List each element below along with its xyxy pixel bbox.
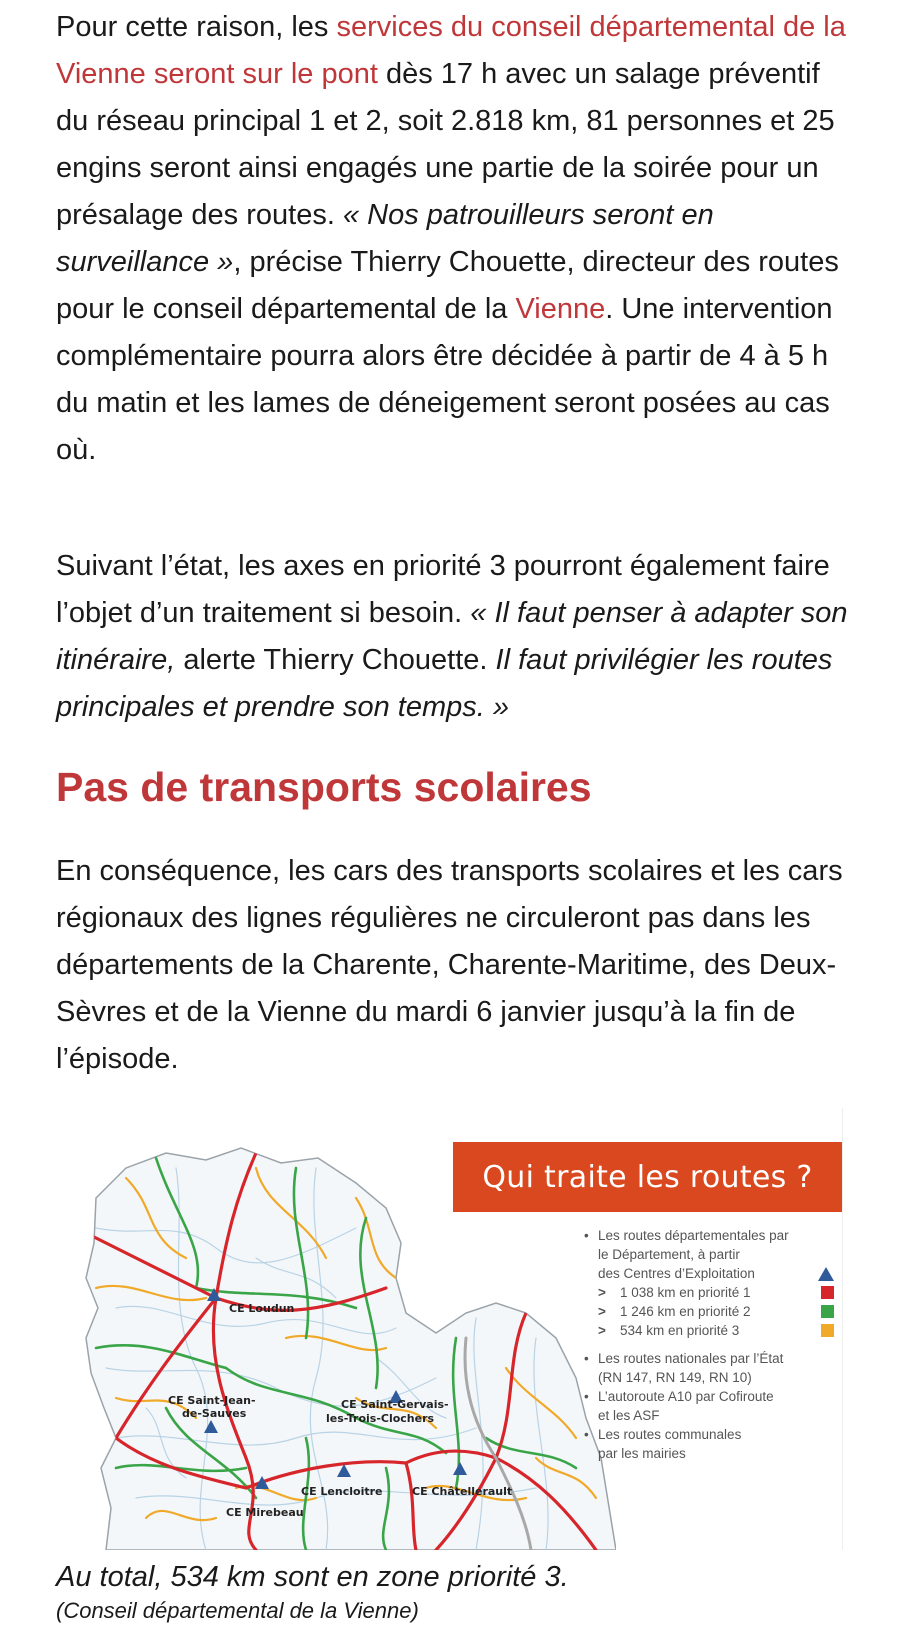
legend-text: • Les routes nationales par l’État	[598, 1351, 784, 1366]
centre-label-sjds-1: CE Saint-Jean-	[168, 1394, 256, 1407]
text-run: alerte Thierry Chouette.	[175, 644, 496, 676]
quote: « Il faut penser à adapter son itinéraire,	[56, 597, 848, 676]
text-run: . Une intervention complémentaire pourra alors être décidée à partir de 4 à 5 h du matin et les lames de déneigement seront posées au cas où.	[56, 293, 833, 466]
section-heading: Pas de transports scolaires	[56, 764, 592, 810]
legend-text: (RN 147, RN 149, RN 10)	[598, 1370, 752, 1385]
legend-priority-3	[584, 1321, 834, 1340]
legend-text: le Département, à partir	[598, 1247, 740, 1262]
priority-3-swatch	[821, 1324, 834, 1337]
quote: « Nos patrouilleurs seront en surveillance »	[56, 199, 714, 278]
centre-label-sgtc-1: CE Saint-Gervais-	[341, 1398, 449, 1411]
legend-centre-row	[598, 1264, 834, 1283]
legend-national-routes	[584, 1349, 834, 1387]
legend-autoroute	[584, 1387, 834, 1425]
paragraph-priorite-3	[56, 543, 856, 731]
centre-label-lencloitre: CE Lencloitre	[301, 1485, 383, 1498]
legend-text: des Centres d’Exploitation	[598, 1266, 755, 1281]
centre-label-chatellerault: CE Châtellerault	[412, 1485, 513, 1498]
priority-2-swatch	[821, 1305, 834, 1318]
paragraph-salage	[56, 4, 856, 474]
text-run: dès 17 h avec un salage préventif du réseau principal 1 et 2, soit 2.818 km, 81 personnes et 25 engins seront ainsi engagés une partie de la soirée pour un présalage des routes.	[56, 58, 835, 231]
legend-text: par les mairies	[598, 1446, 686, 1461]
chevron-right-icon: >	[598, 1304, 606, 1319]
text-run: , précise Thierry Chouette, directeur des routes pour le conseil départemental de la	[56, 246, 839, 325]
legend-text: 1 038 km en priorité 1	[620, 1285, 751, 1300]
legend-dept-routes	[584, 1226, 834, 1283]
map-legend	[584, 1226, 834, 1463]
legend-priority-2	[584, 1302, 834, 1321]
chevron-right-icon: >	[598, 1285, 606, 1300]
centre-label-sjds-2: de-Sauves	[182, 1407, 247, 1420]
text-run: Suivant l’état, les axes en priorité 3 pourront également faire l’objet d’un traitement si besoin.	[56, 550, 830, 629]
centre-label-mirebeau: CE Mirebeau	[226, 1506, 304, 1519]
link-vienne[interactable]: Vienne	[515, 293, 606, 325]
legend-text: • Les routes communales	[598, 1427, 742, 1442]
figure-credit: (Conseil départemental de la Vienne)	[56, 1598, 419, 1623]
legend-text: • Les routes départementales par	[598, 1228, 789, 1243]
map-figure[interactable]	[56, 1108, 843, 1550]
legend-priority-1	[584, 1283, 834, 1302]
quote: Il faut privilégier les routes principales et prendre son temps. »	[56, 644, 833, 723]
text-run: Pour cette raison, les	[56, 11, 337, 43]
centre-label-loudun: CE Loudun	[229, 1302, 295, 1315]
paragraph-transports: En conséquence, les cars des transports scolaires et les cars régionaux des lignes régulières ne circuleront pas dans les départements de la Charente, Charente-Maritime, des Deux-Sèvres et de la Vienne du mardi 6 janvier jusqu’à la fin de l’épisode.	[56, 855, 843, 1075]
legend-text: et les ASF	[598, 1408, 660, 1423]
centre-triangle-icon	[818, 1267, 834, 1281]
figure-title: Qui traite les routes ?	[453, 1142, 842, 1212]
priority-1-swatch	[821, 1286, 834, 1299]
chevron-right-icon: >	[598, 1323, 606, 1338]
centre-label-sgtc-2: les-Trois-Clochers	[326, 1412, 435, 1425]
legend-text: 534 km en priorité 3	[620, 1323, 740, 1338]
figure-caption: Au total, 534 km sont en zone priorité 3.	[56, 1561, 569, 1593]
link-services-conseil[interactable]: services du conseil départemental de la Vienne seront sur le pont	[56, 11, 846, 90]
legend-text: 1 246 km en priorité 2	[620, 1304, 751, 1319]
legend-text: • L’autoroute A10 par Cofiroute	[598, 1389, 774, 1404]
legend-communal-routes	[584, 1425, 834, 1463]
